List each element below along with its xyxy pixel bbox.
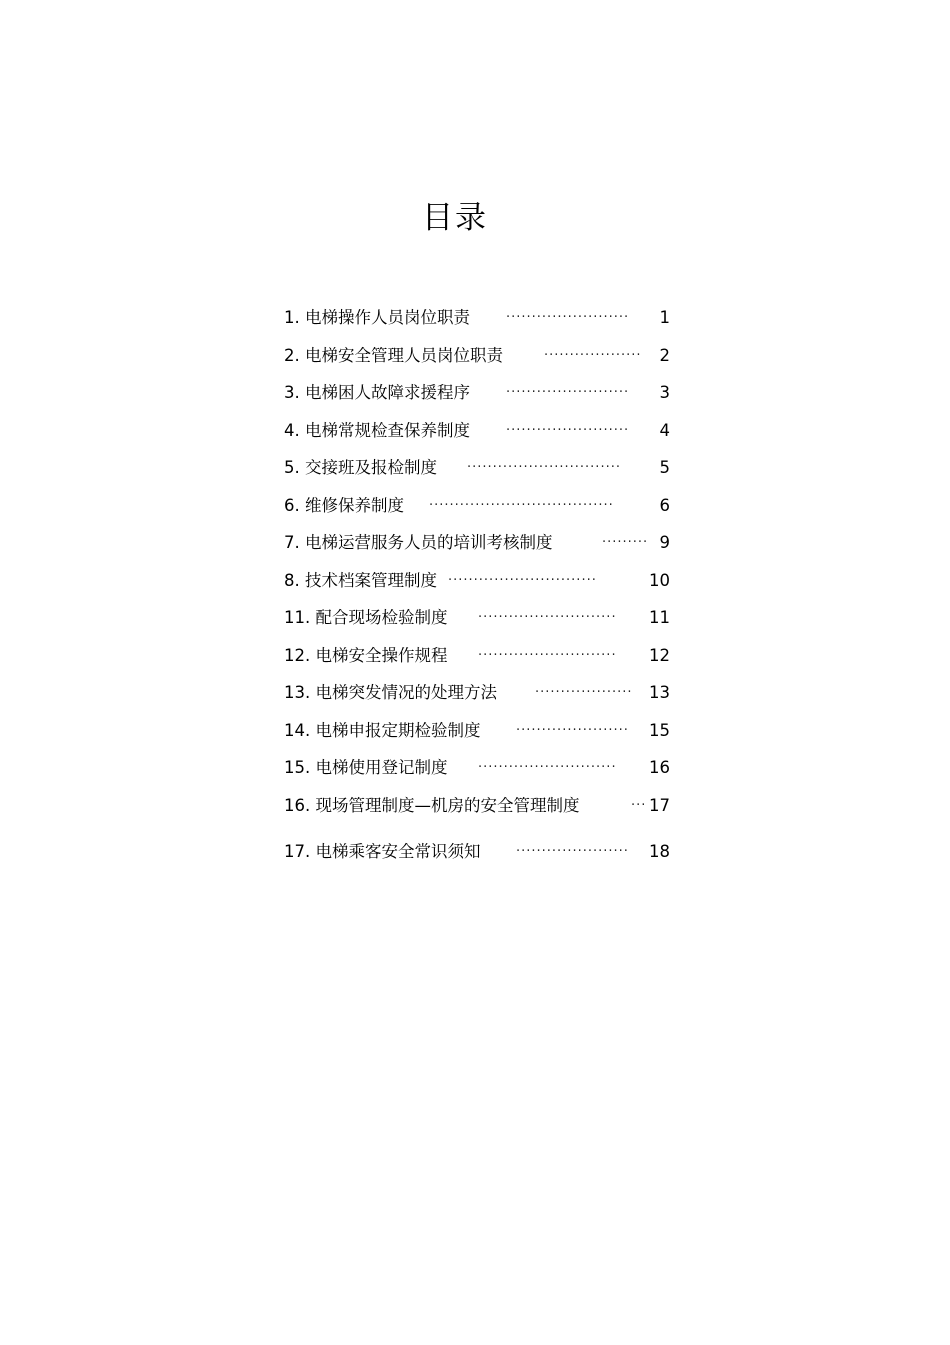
toc-dot-leader: ···························: [478, 610, 617, 625]
toc-page-number: 6: [659, 495, 670, 515]
toc-entry-16: [284, 792, 670, 830]
toc-entry-15: [284, 754, 670, 792]
toc-entry-title: 16. 现场管理制度—机房的安全管理制度: [284, 795, 580, 815]
toc-entry-title: 11. 配合现场检验制度: [284, 608, 448, 627]
toc-dot-leader: ····································: [429, 497, 614, 513]
toc-entry-title: 8. 技术档案管理制度: [284, 570, 437, 590]
toc-title: 目录: [422, 200, 488, 236]
toc-entry-13: [284, 679, 670, 717]
toc-page-number: 16: [649, 758, 670, 777]
toc-page-number: 3: [659, 383, 670, 402]
toc-entry-title: 6. 维修保养制度: [284, 495, 404, 515]
toc-entry-title: 15. 电梯使用登记制度: [284, 758, 448, 777]
toc-entry-2: [284, 342, 670, 380]
toc-entry-4: [284, 417, 670, 455]
table-of-contents: [284, 304, 670, 876]
toc-entry-title: 14. 电梯申报定期检验制度: [284, 720, 481, 740]
toc-dot-leader: ······················: [516, 844, 629, 859]
toc-entry-title: 7. 电梯运营服务人员的培训考核制度: [284, 533, 553, 552]
toc-entry-7: [284, 529, 670, 567]
toc-page-number: 18: [649, 842, 670, 861]
toc-dot-leader: ·········: [602, 535, 649, 550]
toc-dot-leader: ······························: [467, 460, 621, 475]
toc-entry-title: 12. 电梯安全操作规程: [284, 645, 448, 665]
toc-dot-leader: ·····························: [448, 572, 597, 588]
toc-page-number: 13: [649, 683, 670, 702]
toc-page-number: 11: [649, 608, 670, 627]
toc-page-number: 10: [649, 570, 670, 590]
toc-dot-leader: ························: [506, 310, 630, 325]
toc-page-number: 4: [659, 420, 670, 440]
toc-entry-title: 2. 电梯安全管理人员岗位职责: [284, 345, 503, 365]
toc-dot-leader: ······················: [516, 722, 629, 738]
toc-page-number: 9: [659, 533, 670, 552]
toc-page-number: 15: [649, 720, 670, 740]
toc-entry-3: [284, 379, 670, 417]
toc-entry-17: [284, 838, 670, 876]
toc-entry-title: 5. 交接班及报检制度: [284, 458, 437, 477]
toc-page-number: 5: [659, 458, 670, 477]
toc-entry-14: [284, 717, 670, 755]
toc-dot-leader: ···: [631, 797, 647, 813]
toc-dot-leader: ···················: [544, 347, 642, 363]
toc-entry-8: [284, 567, 670, 605]
toc-entry-6: [284, 492, 670, 530]
toc-page-number: 1: [659, 308, 670, 327]
toc-dot-leader: ························: [506, 385, 630, 400]
toc-page-number: 17: [649, 795, 670, 815]
toc-entry-title: 4. 电梯常规检查保养制度: [284, 420, 470, 440]
toc-entry-title: 3. 电梯困人故障求援程序: [284, 383, 470, 402]
toc-entry-title: 17. 电梯乘客安全常识须知: [284, 842, 481, 861]
toc-entry-11: [284, 604, 670, 642]
toc-entry-title: 1. 电梯操作人员岗位职责: [284, 308, 470, 327]
toc-entry-1: [284, 304, 670, 342]
toc-dot-leader: ························: [506, 422, 630, 438]
toc-dot-leader: ···························: [478, 760, 617, 775]
toc-entry-title: 13. 电梯突发情况的处理方法: [284, 683, 497, 702]
toc-dot-leader: ···························: [478, 647, 617, 663]
toc-page-number: 12: [649, 645, 670, 665]
toc-dot-leader: ···················: [535, 685, 633, 700]
toc-entry-12: [284, 642, 670, 680]
toc-entry-5: [284, 454, 670, 492]
toc-page-number: 2: [659, 345, 670, 365]
